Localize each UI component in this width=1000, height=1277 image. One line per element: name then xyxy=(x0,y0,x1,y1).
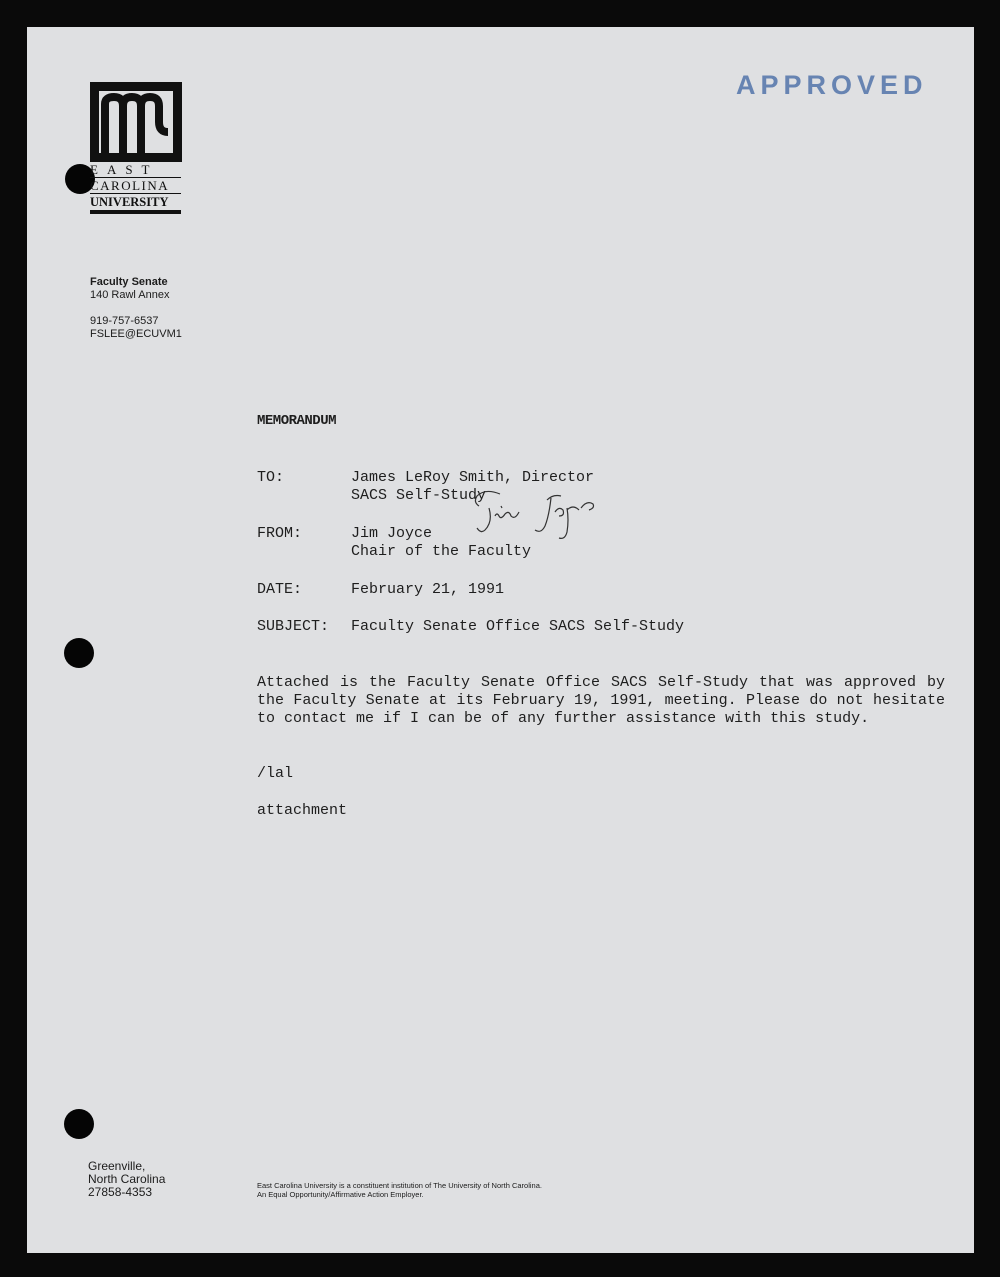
logo-text-university: UNIVERSITY xyxy=(90,194,181,214)
memo-body: Attached is the Faculty Senate Office SACS Self-Study that was approved by the Faculty Senate at its February 19, 1991, meeting. Please do not hesitate to contact me if I can be of any further assistance with this study. xyxy=(257,674,945,727)
to-title: SACS Self-Study xyxy=(351,487,487,504)
date-label: DATE: xyxy=(257,581,303,598)
sender-address: 140 Rawl Annex xyxy=(90,289,170,301)
from-title: Chair of the Faculty xyxy=(351,543,532,560)
footer-note-line2: An Equal Opportunity/Affirmative Action Employer. xyxy=(257,1190,424,1199)
subject-value: Faculty Senate Office SACS Self-Study xyxy=(351,618,685,635)
sender-office: Faculty Senate xyxy=(90,276,168,288)
footer-note-line1: East Carolina University is a constituent institution of The University of North Carolina. xyxy=(257,1181,542,1190)
memo-title: MEMORANDUM xyxy=(257,413,337,429)
handwritten-signature xyxy=(455,486,605,546)
contact-block xyxy=(90,315,182,341)
logo-text-carolina: CAROLINA xyxy=(90,178,181,194)
sender-block xyxy=(90,276,170,302)
subject-label: SUBJECT: xyxy=(257,618,330,635)
footer-address xyxy=(88,1160,165,1199)
punch-hole-middle xyxy=(64,638,94,668)
footer-state: North Carolina xyxy=(88,1172,166,1186)
approved-stamp: APPROVED xyxy=(736,70,928,100)
to-label: TO: xyxy=(257,469,285,486)
ecu-monogram-icon xyxy=(90,82,182,162)
footer-city: Greenville, xyxy=(88,1159,146,1173)
to-name: James LeRoy Smith, Director xyxy=(351,469,595,486)
sender-phone: 919-757-6537 xyxy=(90,315,159,327)
date-value: February 21, 1991 xyxy=(351,581,505,598)
sender-email: FSLEE@ECUVM1 xyxy=(90,328,182,340)
typist-initials: /lal xyxy=(257,765,294,782)
memo-date-row xyxy=(257,581,504,599)
logo-text-east: EAST xyxy=(90,162,181,178)
footer-zip: 27858-4353 xyxy=(88,1185,153,1199)
punch-hole-bottom xyxy=(64,1109,94,1139)
memo-subject-row xyxy=(257,618,684,636)
university-logo xyxy=(90,82,182,214)
footer-disclaimer xyxy=(257,1181,542,1199)
enclosure-note: attachment xyxy=(257,802,348,819)
from-label: FROM: xyxy=(257,525,303,542)
from-name: Jim Joyce xyxy=(351,525,433,542)
